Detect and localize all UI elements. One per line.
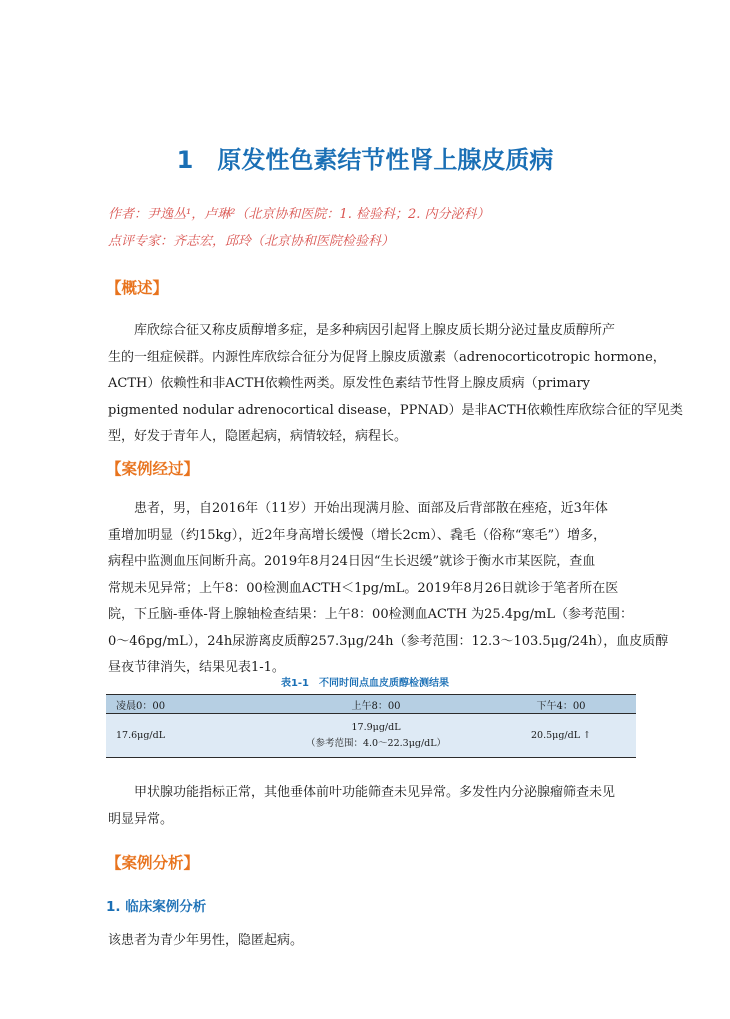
table-caption: 表1-1 不同时间点血皮质醇检测结果	[280, 678, 450, 689]
table-cell: 20.5μg/dL ↑	[486, 714, 636, 758]
subsection-heading: 1. 临床案例分析	[106, 899, 207, 915]
text-line: 该患者为青少年男性，隐匿起病。	[108, 933, 304, 948]
text-line: 病程中监测血压间断升高。2019年8月24日因“生长迟缓”就诊于衡水市某医院，查血	[108, 554, 596, 569]
chapter-title-text: 原发性色素结节性肾上腺皮质病	[217, 146, 554, 174]
chapter-title	[0, 140, 730, 175]
paragraph-case	[108, 496, 669, 682]
text-line: 型，好发于青年人，隐匿起病，病情较轻，病程长。	[108, 429, 408, 444]
table-header-cell: 上午8：00	[266, 695, 486, 714]
author-block	[108, 201, 668, 255]
table-cell-reference: （参考范围：4.0～22.3μg/dL）	[305, 737, 447, 749]
text-line: 生的一组症候群。内源性库欣综合征分为促肾上腺皮质激素（adrenocorticotropic hormone，	[108, 349, 666, 365]
text-line: 甲状腺功能指标正常，其他垂体前叶功能筛查未见异常。多发性内分泌腺瘤筛查未见	[134, 785, 616, 800]
table-header-cell: 凌晨0：00	[106, 695, 266, 714]
text-line: 库欣综合征又称皮质醇增多症，是多种病因引起肾上腺皮质长期分泌过量皮质醇所产	[134, 323, 616, 338]
text-line: 患者，男，自2016年（11岁）开始出现满月脸、面部及后背部散在痤疮，近3年体	[134, 501, 608, 516]
text-line: 0～46pg/mL），24h尿游离皮质醇257.3μg/24h（参考范围：12.3～103.5μg/24h），血皮质醇	[108, 633, 669, 649]
paragraph-overview	[108, 318, 683, 451]
table-cell	[266, 714, 486, 758]
text-line: 昼夜节律消失，结果见表1-1。	[108, 660, 285, 675]
text-line: 常规未见异常；上午8：00检测血ACTH＜1pg/mL。2019年8月26日就诊于笔者所在医	[108, 580, 619, 596]
cortisol-table	[106, 694, 636, 758]
author-line: 作者：尹逸丛¹，卢琳²（北京协和医院：1. 检验科；2. 内分泌科）	[108, 207, 490, 222]
section-heading-overview: 【概述】	[106, 279, 169, 297]
text-line: 重增加明显（约15kg），近2年身高增长缓慢（增长2cm）、毳毛（俗称“寒毛”）增多，	[108, 527, 607, 543]
section-heading-analysis: 【案例分析】	[106, 854, 200, 872]
chapter-number: 1	[176, 146, 194, 174]
text-line: 院，下丘脑-垂体-肾上腺轴检查结果：上午8：00检测血ACTH 为25.4pg/mL（参考范围：	[108, 607, 634, 622]
text-line: pigmented nodular adrenocortical disease，PPNAD）是非ACTH依赖性库欣综合征的罕见类	[108, 402, 683, 418]
table-cell-value: 17.9μg/dL	[351, 721, 401, 733]
text-line: 明显异常。	[108, 811, 174, 827]
section-heading-case: 【案例经过】	[106, 460, 200, 478]
reviewer-line: 点评专家：齐志宏，邱玲（北京协和医院检验科）	[108, 234, 395, 249]
table-cell: 17.6μg/dL	[106, 714, 266, 758]
table-row	[106, 714, 636, 758]
table-header-row	[106, 695, 636, 714]
table-header-cell: 下午4：00	[486, 695, 636, 714]
paragraph-after-table	[108, 780, 638, 833]
paragraph-analysis	[108, 928, 638, 955]
text-line: ACTH）依赖性和非ACTH依赖性两类。原发性色素结节性肾上腺皮质病（primary	[108, 376, 591, 391]
